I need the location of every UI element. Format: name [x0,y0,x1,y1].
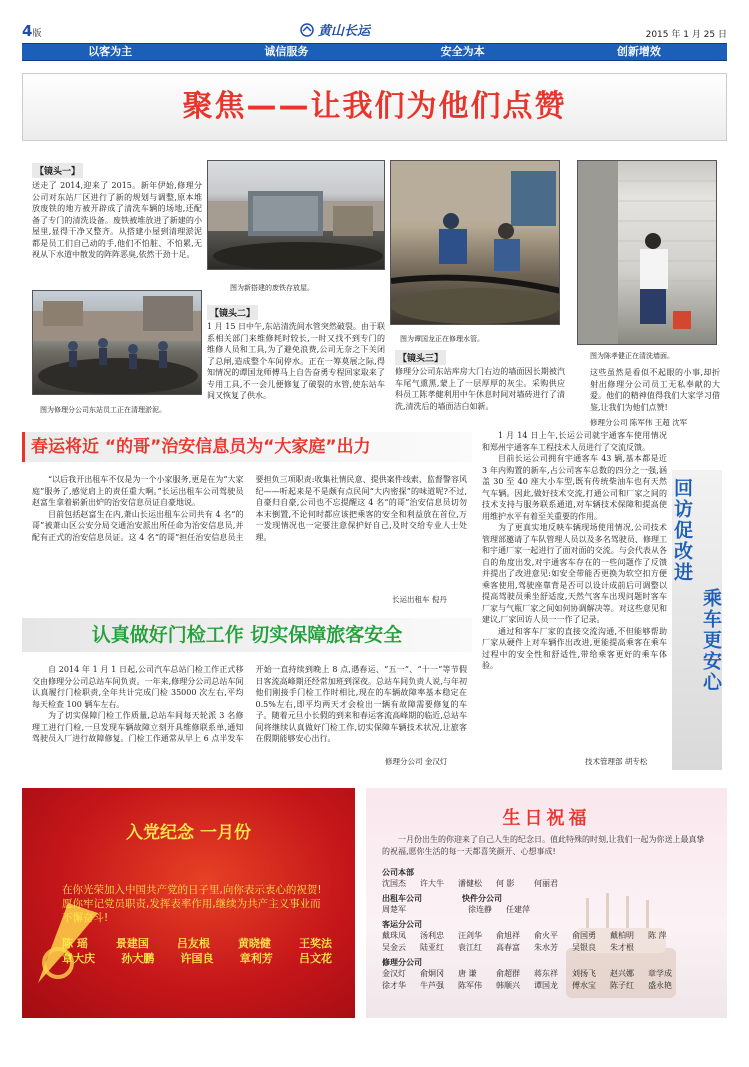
roster-name: 朱才根 [610,943,634,952]
roster-name: 蒋东祥 [534,969,558,978]
roster-name: 金汉灯 [382,969,406,978]
roster-name: 周楚军 [382,905,406,914]
birthday-panel [366,788,727,1018]
roster-row [382,930,712,954]
visit-para-1: 1 月 14 日上午,长运公司就宇通客车使用情况和郑州宇通客车工程技术人员进行了交流反馈。 [482,431,667,452]
party-members [62,936,332,966]
kicker-shot-1: 【镜头一】 [32,163,83,178]
security-para-2: 目前包括赵富生在内,萧山长运出租车公司共有 4 名“的哥”被萧山区公安分局交通治安派出所任命为治安信息员,并配有正式的治安信息员证。这 4 名“的哥”担任治安信息员主要担负三项职责:收集社情民意、提供案件线索、监督警容风纪——听起来是不是颇有点民间“大内密探”的味道呢?不过,自豪归自豪,公司也不忘提醒这 4 名“的哥”治安信息员切勿本末倒置,不论何时都应该把乘客的安全和利益放在首位,万一发现情况也一定要注意保护好自己,及时交给专业人士处理。 [32,475,467,542]
roster-group-head: 出租车公司 [382,894,422,903]
roster-name: 戴珠凤 [382,931,406,940]
logo-text: 黄山长运 [318,24,371,39]
roster-name: 戴柏明 [610,931,634,940]
focus-para-2: 1 月 15 日中午,东站清洗间水管突然破裂。由于联系相关部门来维修耗时较长,一时又找不到专门的维修人员和工具,为了避免浪费,公司无奈之下关闭了总闸,造成整个车间停水。正在一筹莫展之际,得知情况的谭国龙师傅马上自告奋勇专程回家取来了专用工具,不一会儿便修复了破裂的水管,使东站车间又恢复了供水。 [207,322,385,400]
party-message: 在你光荣加入中国共产党的日子里,向你表示衷心的祝贺!愿你牢记党员职责,发挥表率作用,继续为共产主义事业而不懈奋斗! [62,884,322,924]
caption-scrap-shed: 图为新搭建的废铁存放屋。 [230,284,314,292]
roster-name: 陈军伟 [458,981,482,990]
party-member: 陈 瑶 [62,937,88,950]
inspection-title-banner [22,618,472,652]
inspection-body [32,664,467,746]
roster-name: 俞国勇 [572,931,596,940]
roster-name: 徐连静 [468,905,492,914]
roster-group-head: 修理分公司 [382,958,422,967]
birthday-roster [382,864,712,992]
security-body [32,474,467,586]
focus-banner [22,73,727,141]
party-member: 景建国 [115,937,149,950]
roster-name: 汪剑华 [458,931,482,940]
roster-row [382,878,712,890]
roster-name: 谭国龙 [534,981,558,990]
roster-name: 唐 谦 [458,969,477,978]
roster-name: 盛永艳 [648,981,672,990]
visit-para-3: 为了更真实地反映车辆现场使用情况,公司技术管理部邀请了车队管理人员以及多名驾驶员、修理工和宇通厂家一起进行了面对面的交流。与会代表从各自的角度出发,对宇通客车存在的一些问题作了反馈并提出了改进意见:如安全带能否更换为软空扣方便乘客使用,驾驶座靠背是否可以设计成前后可调整以提高驾驶员乘坐舒适度,天然气客车出现问题时客车厂家与气瓶厂家之间如何协调解决等。对这些意见和建议,厂家回访人员一一作了记录。 [482,523,667,624]
roster-name: 俞火平 [534,931,558,940]
focus-para-1: 送走了 2014,迎来了 2015。新年伊始,修理分公司对东站厂区进行了新的规划与调整,原本堆放废铁的地方被开辟成了清洗车辆的场地,还配备了专门的清洗设备。废铁被堆放进了新建的小屋里,显得干净又整齐。从搭建小屋到清理淤泥都是员工们自己动的手,他们不怕脏、不怕累,无视从下水道中散发的阵阵恶臭,依然干劲十足。 [32,181,202,259]
visit-side-title-2: 乘车更安心 [700,588,722,693]
page-number [22,22,41,40]
roster-name: 傅水宝 [572,981,596,990]
nav-bar [22,43,727,61]
inspection-author: 修理分公司 金汉灯 [385,757,448,766]
party-member: 吕友根 [176,937,210,950]
kicker-shot-3: 【镜头三】 [395,350,446,365]
party-member: 黄晓健 [237,937,271,950]
security-para-1: “以后我开出租车不仅是为一个小家服务,更是在为“大家庭”服务了,感觉肩上的责任重大啊。”长运出租车公司驾驶员赵富生拿着崭新出炉的治安信息员证自豪地说。 [32,475,244,507]
roster-name: 潘健松 [458,879,482,888]
roster-name: 沈国杰 [382,879,406,888]
page-number-suffix: 版 [32,29,42,39]
focus-title: 聚焦——让我们为他们点赞 [182,89,567,124]
roster-name: 俞超群 [496,969,520,978]
kicker-shot-2: 【镜头二】 [207,305,258,320]
photo-sludge-cleaning [32,290,202,395]
caption-pipe-repair: 图为谭国龙正在修理水管。 [400,335,484,343]
nav-item-customer: 以客为主 [88,45,133,58]
party-member: 吕文花 [299,952,332,965]
roster-name: 陈子红 [610,981,634,990]
photo-wall-cleaning [577,160,717,345]
roster-name: 任建萍 [506,905,530,914]
roster-name: 何丽君 [534,879,558,888]
visit-body [482,430,667,672]
focus-author: 修理分公司 陈军伟 王超 沈军 [590,418,688,427]
caption-wall-cleaning: 图为陈孝健正在清洗墙面。 [590,352,674,360]
nav-item-safety: 安全为本 [440,45,485,58]
party-title: 入党纪念 一月份 [126,823,251,843]
visit-side-title [672,470,722,770]
party-member-row-1 [62,936,332,951]
page-number-value: 4 [22,22,33,40]
roster-name: 何 影 [496,879,515,888]
roster-name: 袁江红 [458,943,482,952]
roster-name: 俞炯冈 [420,969,444,978]
logo-icon [300,23,314,37]
inspection-para-2: 为了切实保障门检工作质量,总站车间每天轮派 3 名修理工进行门检,一旦发现车辆故障立刻开具维修联系单,通知驾驶员入厂进行故障修复。门检工作通常从早上 6 点半发车开始一直持续到晚上 8 点,遇春运、“五一”、“十一”等节假日客流高峰期还经常加班到深夜。总站车间负责人说,与年初他们刚接手门检工作时相比,现在的车辆故障率基本稳定在 0.5%左右,即平均两天才会检出一辆有故障需要修复的车子。随着元旦小长假的到来和春运客流高峰期的临近,总站车间将继续认真做好门检工作,切实保障车辆技术状况,让旅客在假期能够安心出行。 [32,665,467,743]
roster-group-head: 公司本部 [382,868,414,877]
visit-para-4: 通过和客车厂家的直接交流沟通,不但能够帮助厂家从硬件上对车辆作出改进,更能提高乘客在乘车过程中的安全性和舒适性,带给乘客更好的乘车体验。 [482,626,667,670]
roster-name: 刘扬飞 [572,969,596,978]
roster-name: 陆亚红 [420,943,444,952]
inspection-title: 认真做好门检工作 切实保障旅客安全 [91,624,403,646]
focus-para-3: 修理分公司东站库房大门右边的墙面因长期被汽车尾气熏黑,蒙上了一层厚厚的灰尘。采购供应科员工陈孝健利用中午休息时间对墙砖进行了清洗,清洗后的墙面洁白如新。 [395,367,565,411]
security-title-banner [22,432,472,462]
roster-name: 韩顺兴 [496,981,520,990]
roster-group-head: 快件分公司 [462,894,502,903]
party-member: 章大庆 [62,952,95,965]
roster-name: 高春富 [496,943,520,952]
security-author: 长运出租车 倪丹 [392,595,447,604]
roster-name: 徐才华 [382,981,406,990]
nav-item-innovation: 创新增效 [616,45,661,58]
nav-item-integrity: 诚信服务 [264,45,309,58]
roster-row [382,968,712,992]
birthday-title: 生日祝福 [502,808,591,829]
party-member-row-2 [62,951,332,966]
roster-name: 牛芦强 [420,981,444,990]
masthead-logo [300,20,370,39]
party-member: 章利芳 [239,952,273,965]
focus-para-4: 这些虽然是看似不起眼的小事,却折射出修理分公司员工无私奉献的大爱。他们的精神值得我们大家学习借鉴,让我们为他们点赞! [590,368,720,412]
inspection-para-1: 自 2014 年 1 月 1 日起,公司汽车总站门检工作正式移交由修理分公司总站车间负责。一年来,修理分公司总站车间认真履行门检职责,全年共计完成门检 35000 次左右,平均每天检查 100 辆车左右。 [32,665,244,709]
roster-name: 章学成 [648,969,672,978]
party-panel [22,788,355,1018]
visit-author: 技术管理部 胡专松 [585,757,648,766]
roster-group-head: 客运分公司 [382,920,422,929]
birthday-intro: 一月份出生的你迎来了自己人生的纪念日。值此特殊的时刻,让我们一起为你送上最真挚的祝福,愿你生活的每一天都喜笑颜开、心想事成! [382,835,705,856]
party-member: 许国良 [180,952,214,965]
roster-name: 赵兴娜 [610,969,634,978]
roster-name: 俞旭祥 [496,931,520,940]
visit-side-title-1: 回访促改进 [671,478,693,583]
roster-name: 汤利忠 [420,931,444,940]
roster-name: 吴银良 [572,943,596,952]
roster-name: 吴金云 [382,943,406,952]
roster-row [382,904,712,916]
photo-pipe-repair [390,160,560,325]
party-member: 孙大鹏 [121,952,155,965]
security-title: 春运将近 “的哥”治安信息员为“大家庭”出力 [31,437,371,457]
roster-name: 朱水芳 [534,943,558,952]
photo-scrap-shed [207,160,385,270]
party-member: 王奖法 [298,937,332,950]
roster-group-heads-2 [382,890,712,904]
visit-para-2: 目前长运公司拥有宇通客车 43 辆,基本都是近 3 年内购置的新车,占公司客车总数的四分之一强,涵盖 30 至 40 座大小车型,既有传统柴油车也有天然气车辆。因此,做好技术交流,打通公司和厂家之间的技术支持与服务联系通道,对车辆技术保障和提高使用维护水平有着至关重要的作用。 [482,454,667,521]
roster-name: 陈 萍 [648,931,667,940]
issue-date: 2015 年 1 月 25 日 [645,30,727,40]
caption-sludge-cleaning: 图为修理分公司东站员工正在清理淤泥。 [40,406,166,414]
roster-name: 许大牛 [420,879,444,888]
